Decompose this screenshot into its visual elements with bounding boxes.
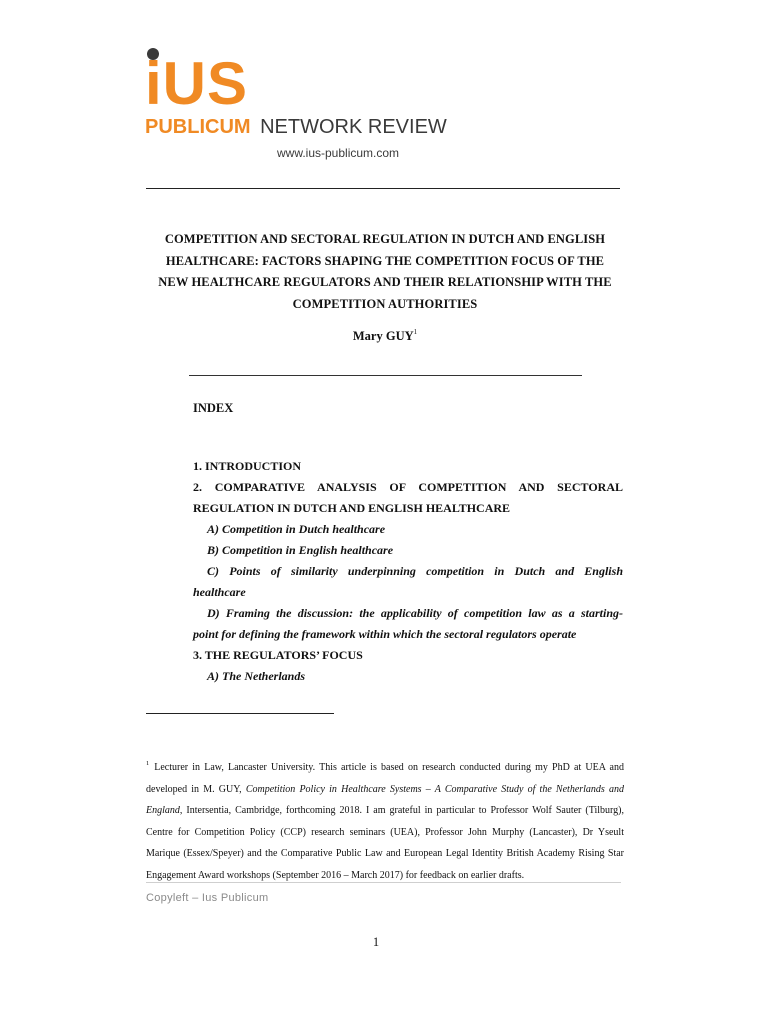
footnote-divider [146,713,334,714]
logo-url: www.ius-publicum.com [277,146,400,160]
table-of-contents [193,456,623,687]
toc-item-netherlands: A) The Netherlands [207,669,306,683]
logo-subtitle [145,116,447,139]
ius-publicum-logo [145,48,445,168]
article-title-line: NEW HEALTHCARE REGULATORS AND THEIR RELATIONSHIP WITH THE [158,275,612,289]
toc-item-comparative-analysis: 2. COMPARATIVE ANALYSIS OF COMPETITION AND SECTORAL [193,480,623,494]
footer-divider [146,882,621,883]
toc-item-points-of-similarity-cont: healthcare [193,585,246,599]
article-title-line: COMPETITION AUTHORITIES [292,296,478,311]
header-divider [146,188,620,189]
author-line [0,328,770,344]
footnote-mark: 1 [146,760,150,767]
logo-ius-text: iUS [145,50,249,117]
toc-item-comparative-analysis-cont: REGULATION IN DUTCH AND ENGLISH HEALTHCARE [193,501,511,515]
toc-item-english-healthcare: B) Competition in English healthcare [207,543,394,557]
logo-network-review-text: NETWORK REVIEW [260,116,447,138]
author-name: Mary GUY [352,329,414,343]
toc-item-framing-discussion: D) Framing the discussion: the applicability of competition law as a starting- [207,606,623,620]
article-title [140,229,630,315]
title-divider [189,375,582,376]
article-title-line: COMPETITION AND SECTORAL REGULATION IN DUTCH AND ENGLISH [164,232,606,246]
footnote-text-cont: , Intersentia, Cambridge, forthcoming 2018. I am grateful in particular to Professor Wolf Sauter (Tilburg), Centre for Competition Policy (CCP) research seminars (UEA), Professor John Murphy (Lancaster), Dr Yseult Marique (Essex/Speyer) and the Comparative Public Law and European Legal Identity British Academy Rising Star Engagement Award workshops (September 2016 – March 2017) for feedback on earlier drafts. [146,805,624,881]
toc-item-points-of-similarity: C) Points of similarity underpinning competition in Dutch and English [207,564,623,578]
footnote-text: Lecturer in Law, Lancaster University. This article is based on research conducted during my PhD at UEA and developed in M. GUY, [146,762,624,795]
logo-publicum-text: PUBLICUM [145,116,251,138]
article-title-line: HEALTHCARE: FACTORS SHAPING THE COMPETITION FOCUS OF THE [165,253,605,268]
toc-item-dutch-healthcare: A) Competition in Dutch healthcare [207,522,386,536]
footnote-book-title: Competition Policy in Healthcare Systems – A Comparative Study of the Netherlands and England [146,783,624,816]
toc-item-regulators-focus: 3. THE REGULATORS’ FOCUS [193,648,363,662]
author-footnote-mark: 1 [413,328,418,336]
page-number: 1 [372,935,380,949]
toc-item-framing-discussion-cont: point for defining the framework within which the sectoral regulators operate [193,627,577,641]
footnote [146,753,624,886]
index-heading: INDEX [193,401,234,415]
copyleft-notice: Copyleft – Ius Publicum [146,892,269,904]
toc-item-introduction: 1. INTRODUCTION [193,459,302,473]
